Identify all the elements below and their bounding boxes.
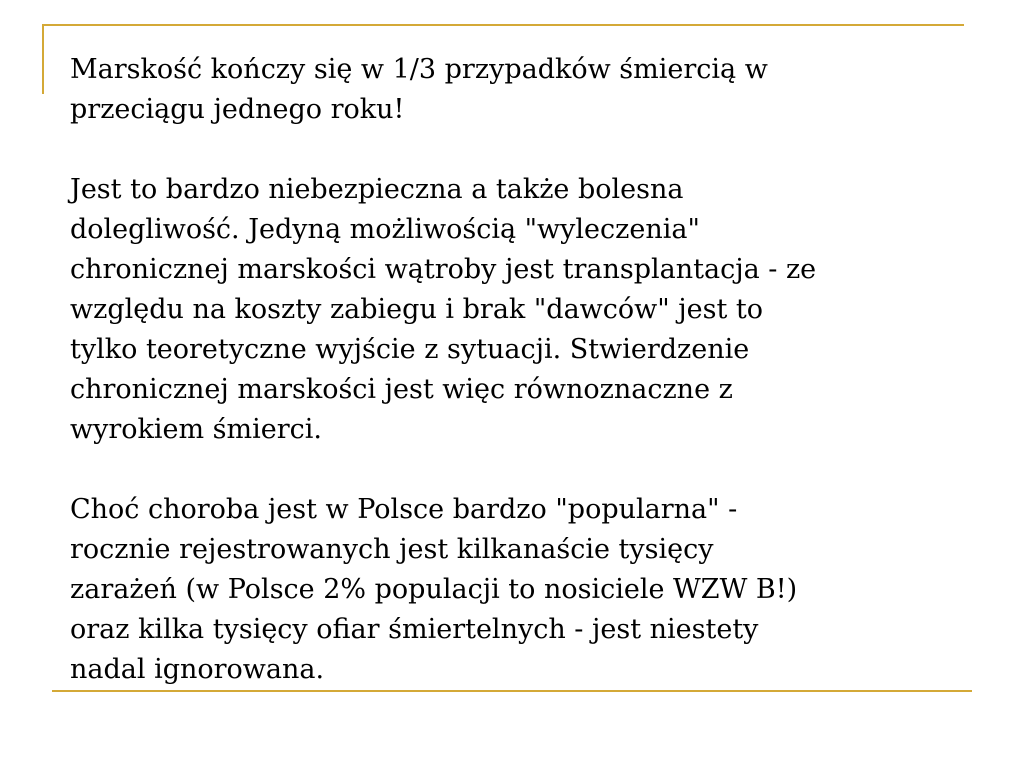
bottom-accent-rule — [52, 690, 972, 692]
paragraph-transplant-only-cure: Jest to bardzo niebezpieczna a także bolesna dolegliwość. Jedyną możliwością "wyleczenia" chronicznej marskości wątroby jest transplantacja - ze względu na koszty zabiegu i brak "dawców" jest to tylko teoretyczne wyjście z sytuacji. Stwierdzenie chronicznej marskości jest więc równoznaczne z wyrokiem śmierci. — [70, 174, 817, 445]
paragraph-prevalence-poland: Choć choroba jest w Polsce bardzo "popularna" - rocznie rejestrowanych jest kilkanaście tysięcy zarażeń (w Polsce 2% populacji to nosiciele WZW B!) oraz kilka tysięcy ofiar śmiertelnych - jest niestety nadal ignorowana. — [70, 494, 798, 685]
paragraph-cirrhosis-mortality: Marskość kończy się w 1/3 przypadków śmiercią w przeciągu jednego roku! — [70, 54, 768, 125]
paragraph-spacer — [70, 450, 1000, 490]
left-accent-rule — [42, 24, 44, 94]
top-accent-rule — [42, 24, 964, 26]
slide-body — [70, 50, 1000, 690]
paragraph-spacer — [70, 130, 1000, 170]
